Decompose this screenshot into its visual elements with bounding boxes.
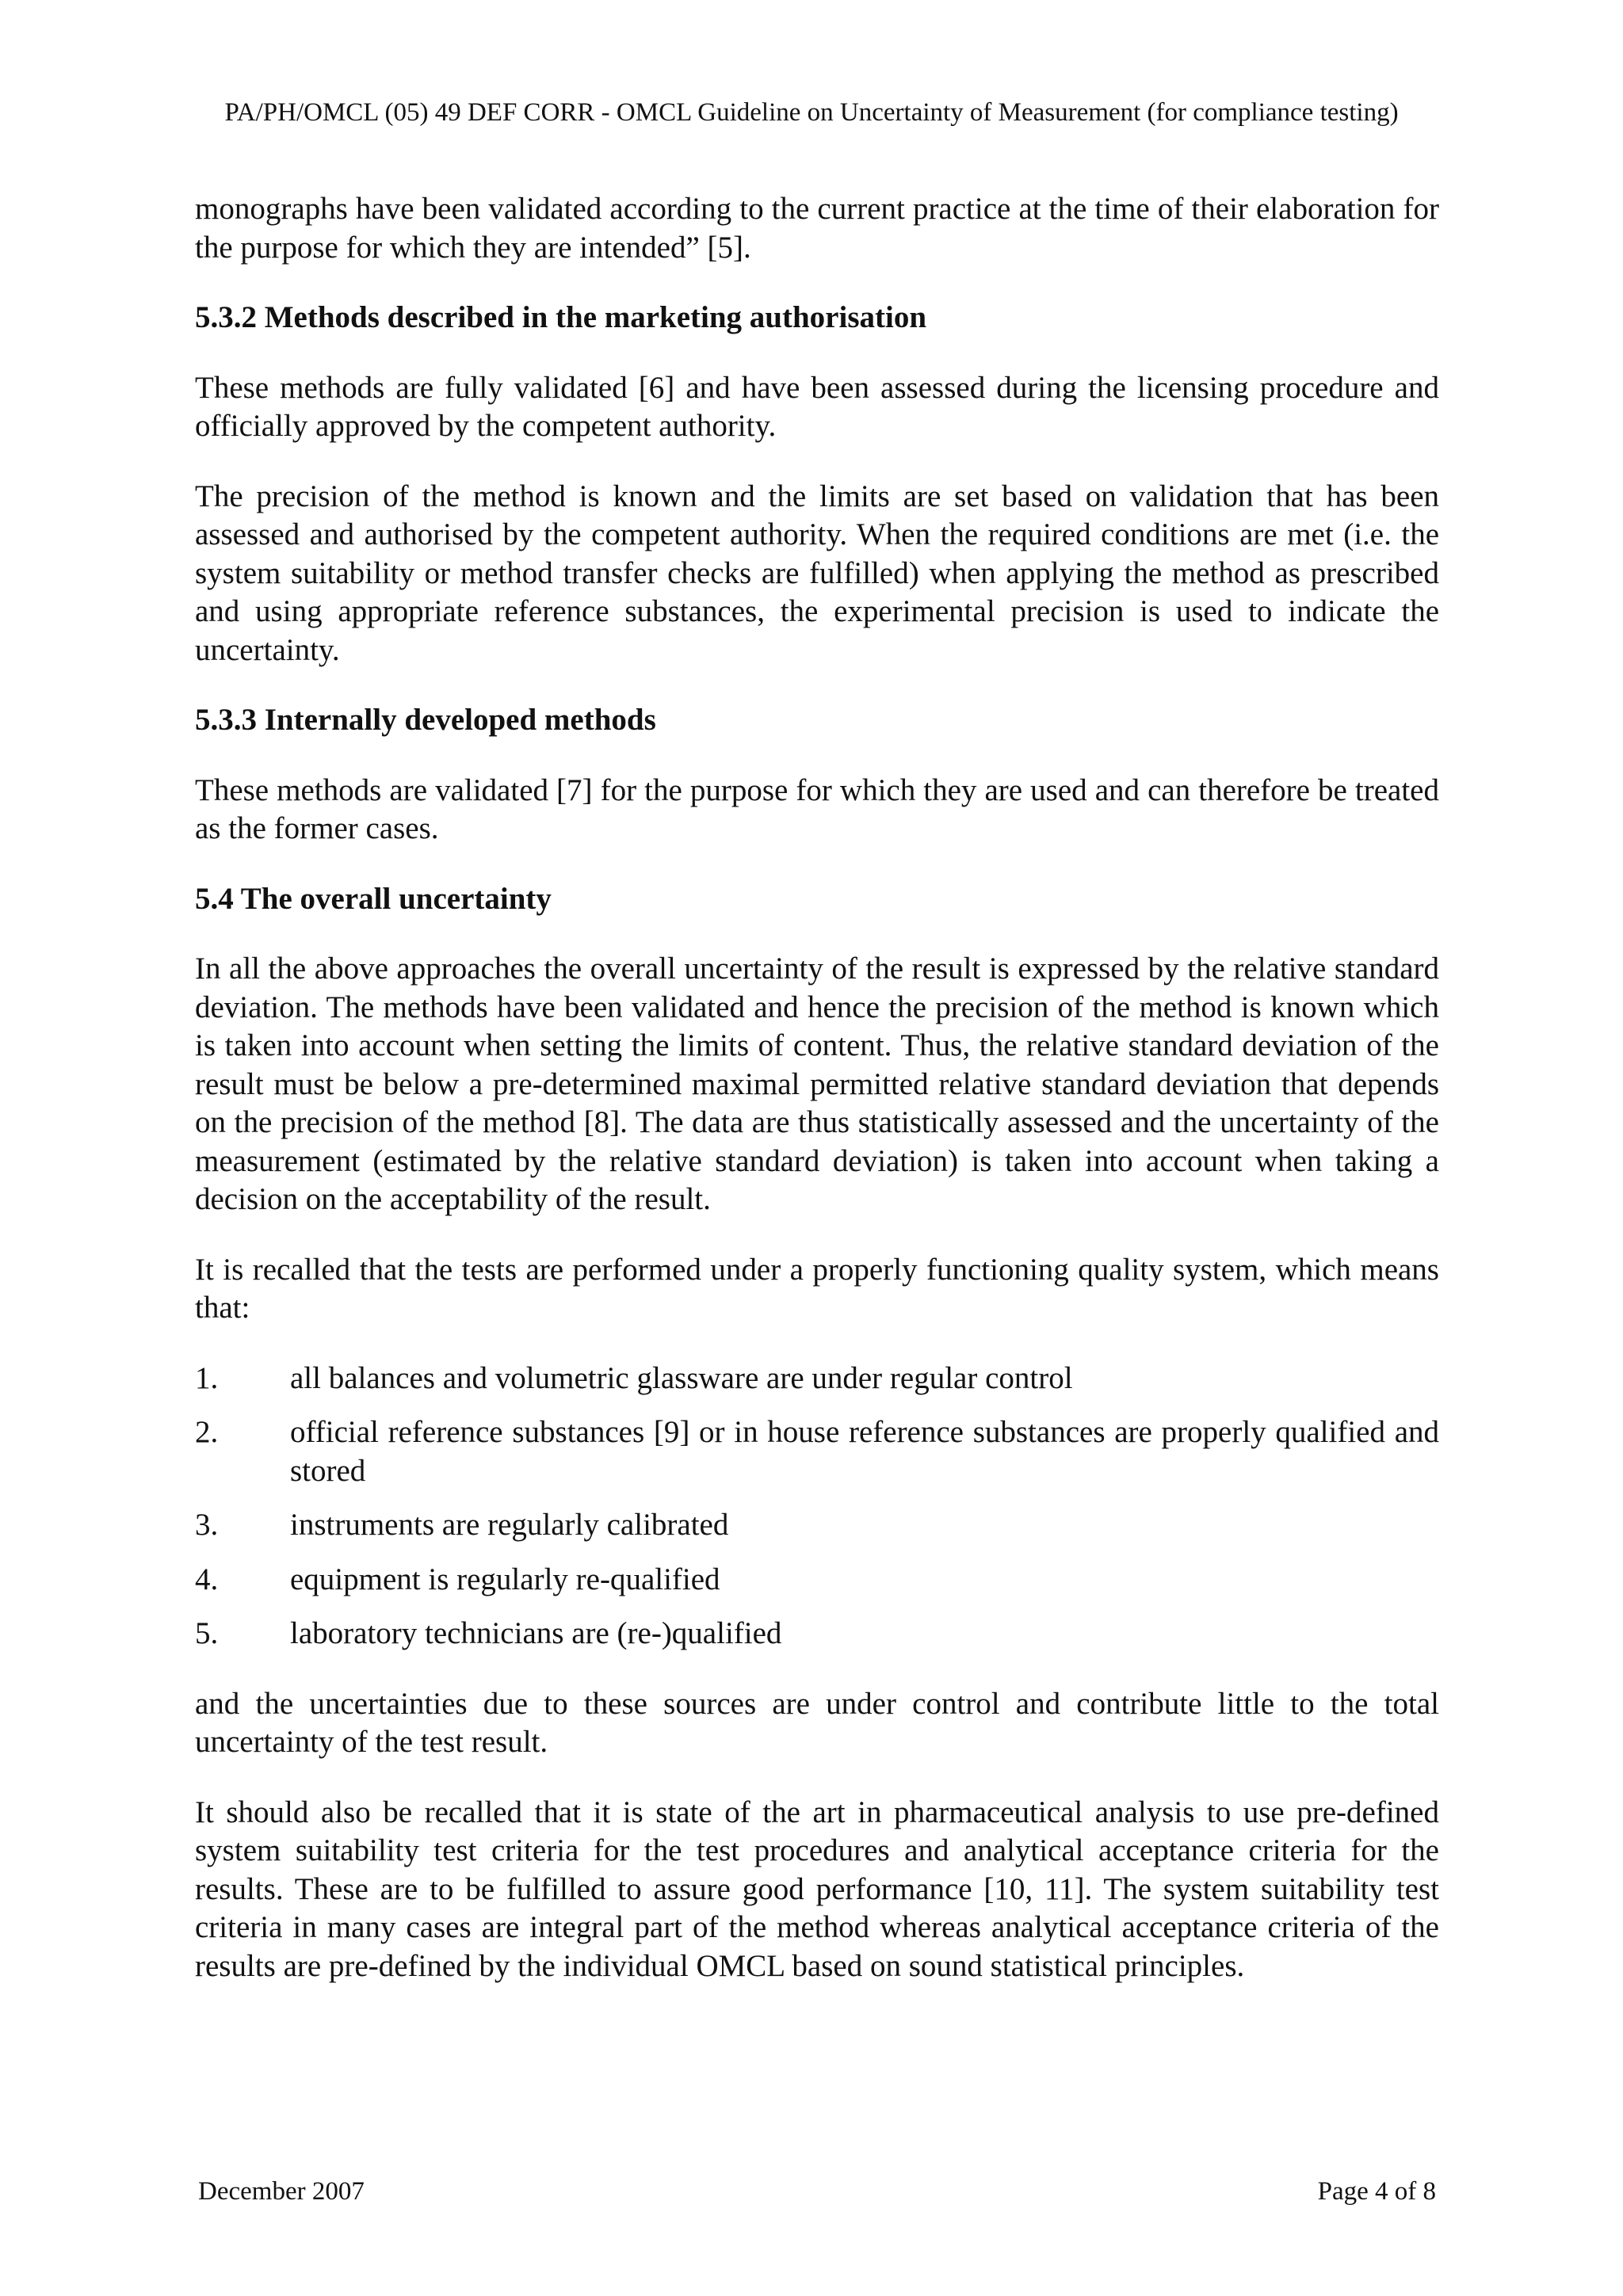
paragraph: It should also be recalled that it is state of the art in pharmaceutical analysis to use pre-defined system suitability test criteria for the test procedures and analytical acceptance criteria for the results. These are to be fulfilled to assure good performance [10, 11]. The system suitability test criteria in many cases are integral part of the method whereas analytical acceptance criteria of the results are pre-defined by the individual OMCL based on sound statistical principles. <box>195 1794 1439 1983</box>
list-item-text: instruments are regularly calibrated <box>290 1508 729 1542</box>
page-header: PA/PH/OMCL (05) 49 DEF CORR - OMCL Guideline on Uncertainty of Measurement (for compliance testing) <box>224 98 1399 127</box>
document-body <box>195 190 1439 2017</box>
page-footer <box>198 2176 1436 2207</box>
footer-date: December 2007 <box>198 2177 365 2206</box>
list-item-text: official reference substances [9] or in house reference substances are properly qualified and stored <box>290 1415 1439 1488</box>
intro-paragraph: monographs have been validated according to the current practice at the time of their elaboration for the purpose for which they are intended” [5]. <box>195 192 1439 265</box>
list-item-text: all balances and volumetric glassware are under regular control <box>290 1360 1073 1395</box>
section-heading-5-3-3: 5.3.3 Internally developed methods <box>195 703 656 737</box>
list-item <box>195 1561 1439 1600</box>
list-item-number: 4. <box>195 1562 219 1596</box>
section-heading-5-4: 5.4 The overall uncertainty <box>195 881 552 916</box>
list-item-number: 5. <box>195 1616 219 1650</box>
section-heading-5-3-2: 5.3.2 Methods described in the marketing authorisation <box>195 300 927 334</box>
list-item-number: 2. <box>195 1415 219 1449</box>
list-item <box>195 1615 1439 1653</box>
paragraph: In all the above approaches the overall uncertainty of the result is expressed by the relative standard deviation. The methods have been validated and hence the precision of the method is known which is taken into account when setting the limits of content. Thus, the relative standard deviation of the result must be below a pre-determined maximal permitted relative standard deviation that depends on the precision of the method [8]. The data are thus statistically assessed and the uncertainty of the measurement (estimated by the relative standard deviation) is taken into account when taking a decision on the acceptability of the result. <box>195 952 1439 1216</box>
paragraph: These methods are fully validated [6] and have been assessed during the licensing procedure and officially approved by the competent authority. <box>195 370 1439 443</box>
list-item-text: equipment is regularly re-qualified <box>290 1562 720 1596</box>
paragraph: It is recalled that the tests are performed under a properly functioning quality system, which means that: <box>195 1252 1439 1325</box>
paragraph: and the uncertainties due to these sources are under control and contribute little to the total uncertainty of the test result. <box>195 1686 1439 1759</box>
list-item-text: laboratory technicians are (re-)qualified <box>290 1616 782 1650</box>
list-item <box>195 1413 1439 1490</box>
quality-system-list <box>195 1360 1439 1653</box>
list-item-number: 1. <box>195 1360 219 1395</box>
paragraph: These methods are validated [7] for the purpose for which they are used and can therefore be treated as the former cases. <box>195 772 1439 845</box>
paragraph: The precision of the method is known and the limits are set based on validation that has been assessed and authorised by the competent authority. When the required conditions are met (i.e. the system suitability or method transfer checks are fulfilled) when applying the method as prescribed and using appropriate reference substances, the experimental precision is used to indicate the uncertainty. <box>195 479 1439 667</box>
page-number: Page 4 of 8 <box>1317 2177 1436 2206</box>
list-item-number: 3. <box>195 1508 219 1542</box>
list-item <box>195 1360 1439 1398</box>
list-item <box>195 1506 1439 1545</box>
